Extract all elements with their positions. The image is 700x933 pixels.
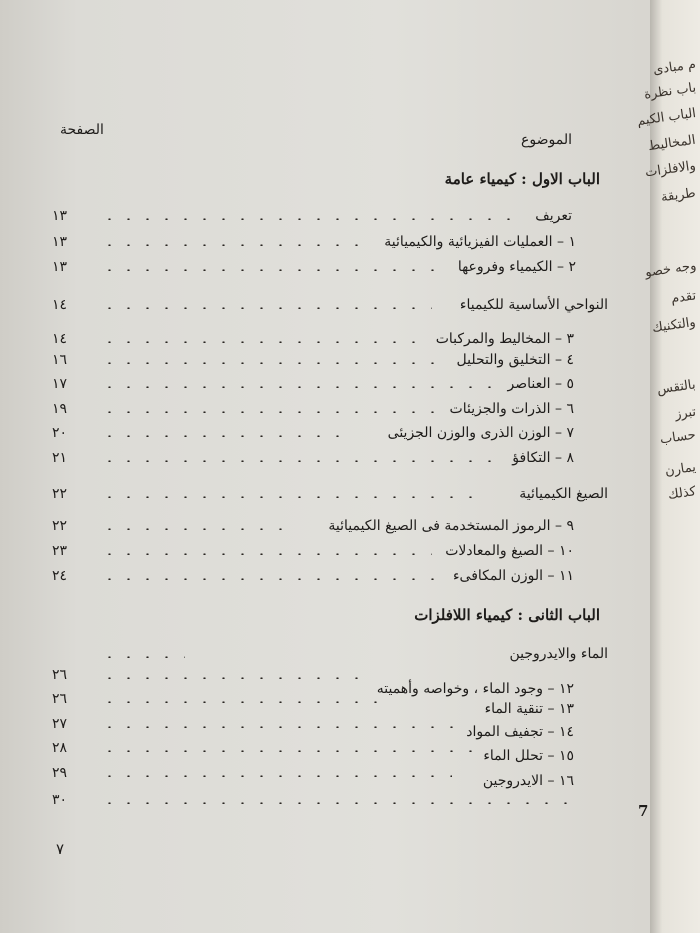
toc-row-label: تعريف (535, 208, 572, 224)
leader-dots (100, 701, 382, 703)
toc-row-3 (52, 331, 612, 353)
facing-line: باب نظرة (642, 80, 697, 103)
toc-row-label: ١٣ – تنقية الماء (484, 701, 574, 717)
leader-dots (100, 528, 282, 530)
toc-row-5 (52, 376, 612, 398)
leader-dots (100, 775, 452, 777)
toc-row-label: ٢ – الكيمياء وفروعها (457, 259, 576, 275)
toc-row-basics (52, 297, 612, 319)
toc-row-8 (52, 450, 612, 472)
facing-line: تقدم (670, 288, 697, 307)
toc-row-label: الماء والايدروجين (509, 646, 608, 662)
toc-row-page: ١٣ (52, 234, 68, 250)
toc-row-label: ١٢ – وجود الماء ، وخواصه وأهميته (376, 681, 574, 697)
toc-row-page: ٢٠ (52, 425, 68, 441)
toc-row-label: ٤ – التخليق والتحليل (456, 352, 574, 368)
leader-dots (100, 496, 482, 498)
toc-row-label: ٥ – العناصر (507, 376, 574, 392)
toc-row-trailing (52, 792, 612, 814)
toc-row-page: ٣٠ (52, 792, 68, 808)
toc-row-water-hydrogen (52, 646, 612, 668)
part2-title: الباب الثانى : كيمياء اللافلزات (414, 606, 600, 624)
facing-page-edge (636, 0, 700, 933)
toc-row-page: ٢٦ (52, 691, 68, 707)
toc-row-page: ٢٢ (52, 486, 68, 502)
leader-dots (100, 802, 572, 804)
toc-row-page: ٢٧ (52, 716, 68, 732)
leader-dots (100, 362, 442, 364)
toc-row-label: ١٤ – تجفيف المواد (466, 724, 574, 740)
toc-row-label: ٩ – الرموز المستخدمة فى الصيغ الكيميائية (328, 518, 574, 534)
leader-dots (100, 307, 432, 309)
leader-dots (100, 435, 352, 437)
toc-row-6 (52, 401, 612, 423)
toc-row-page: ١٦ (52, 352, 68, 368)
toc-row-page: ١٧ (52, 376, 68, 392)
toc-row-13 (52, 691, 612, 717)
leader-dots (100, 553, 432, 555)
facing-line: طريقة (660, 185, 697, 206)
toc-row-page: ١٩ (52, 401, 68, 417)
toc-row-page: ١٣ (52, 259, 68, 275)
toc-row-label: ٦ – الذرات والجزيئات (449, 401, 574, 417)
facing-line: يمارن (664, 459, 697, 480)
toc-row-14 (52, 716, 612, 738)
toc-row-definition (52, 208, 612, 230)
part1-title: الباب الاول : كيمياء عامة (444, 170, 600, 188)
toc-row-page: ١٤ (52, 297, 68, 313)
leader-dots (100, 726, 456, 728)
toc-row-page: ٢١ (52, 450, 68, 466)
toc-row-4 (52, 352, 612, 374)
toc-row-label: ١ – العمليات الفيزيائية والكيميائية (384, 234, 576, 250)
toc-row-label: ١١ – الوزن المكافىء (452, 568, 574, 584)
facing-line: والتكنيك (651, 315, 697, 336)
leader-dots (100, 341, 426, 343)
leader-dots (100, 386, 492, 388)
facing-line: المخاليط (647, 132, 697, 155)
leader-dots (100, 269, 448, 271)
facing-line: الباب الكيم (636, 105, 697, 130)
facing-line: بالتقس (656, 377, 697, 398)
toc-row-label: ١٦ – الايدروجين (482, 773, 574, 789)
toc-row-page: ٢٦ (52, 667, 68, 683)
toc-row-formulas (52, 486, 612, 508)
toc-row-label: ٣ – المخاليط والمركبات (435, 331, 574, 347)
toc-row-7 (52, 425, 612, 447)
facing-line: كذلك (667, 484, 697, 503)
toc-row-label: ١٠ – الصيغ والمعادلات (445, 543, 574, 559)
toc-row-page: ٢٢ (52, 518, 68, 534)
toc-row-label: الصيغ الكيميائية (519, 486, 608, 502)
facing-line: وجه خصو (643, 258, 697, 281)
leader-dots (100, 656, 185, 658)
toc-row-9 (52, 518, 612, 540)
facing-line: حساب (659, 427, 697, 448)
page-number-arabic: ٧ (56, 840, 65, 858)
toc-row-page: ٢٩ (52, 765, 68, 781)
facing-line: م مبادى (652, 57, 697, 78)
toc-row-1 (52, 234, 612, 256)
toc-row-2 (52, 259, 612, 281)
leader-dots (100, 411, 440, 413)
facing-line: تبرز (674, 404, 697, 423)
page-column-header: الصفحة (60, 122, 104, 138)
toc-row-label: ٧ – الوزن الذرى والوزن الجزيئى (387, 425, 574, 441)
facing-line: والافلزات (644, 158, 697, 181)
leader-dots (100, 218, 525, 220)
toc-row-page: ١٣ (52, 208, 68, 224)
toc-row-page: ٢٣ (52, 543, 68, 559)
leader-dots (100, 750, 473, 752)
page-number-latin: 7 (638, 802, 649, 820)
leader-dots (100, 677, 367, 679)
toc-row-11 (52, 568, 612, 590)
subject-column-header: الموضوع (521, 132, 572, 148)
toc-row-label: ٨ – التكافؤ (512, 450, 574, 466)
leader-dots (100, 244, 374, 246)
toc-row-16 (52, 765, 612, 787)
toc-row-label: النواحي الأساسية للكيمياء (459, 297, 608, 313)
toc-row-label: ١٥ – تحلل الماء (483, 748, 574, 764)
toc-row-10 (52, 543, 612, 565)
toc-row-page: ٢٨ (52, 740, 68, 756)
leader-dots (100, 460, 502, 462)
leader-dots (100, 578, 443, 580)
toc-row-12 (52, 667, 612, 697)
toc-row-15 (52, 740, 612, 762)
toc-row-page: ٢٤ (52, 568, 68, 584)
toc-row-page: ١٤ (52, 331, 68, 347)
